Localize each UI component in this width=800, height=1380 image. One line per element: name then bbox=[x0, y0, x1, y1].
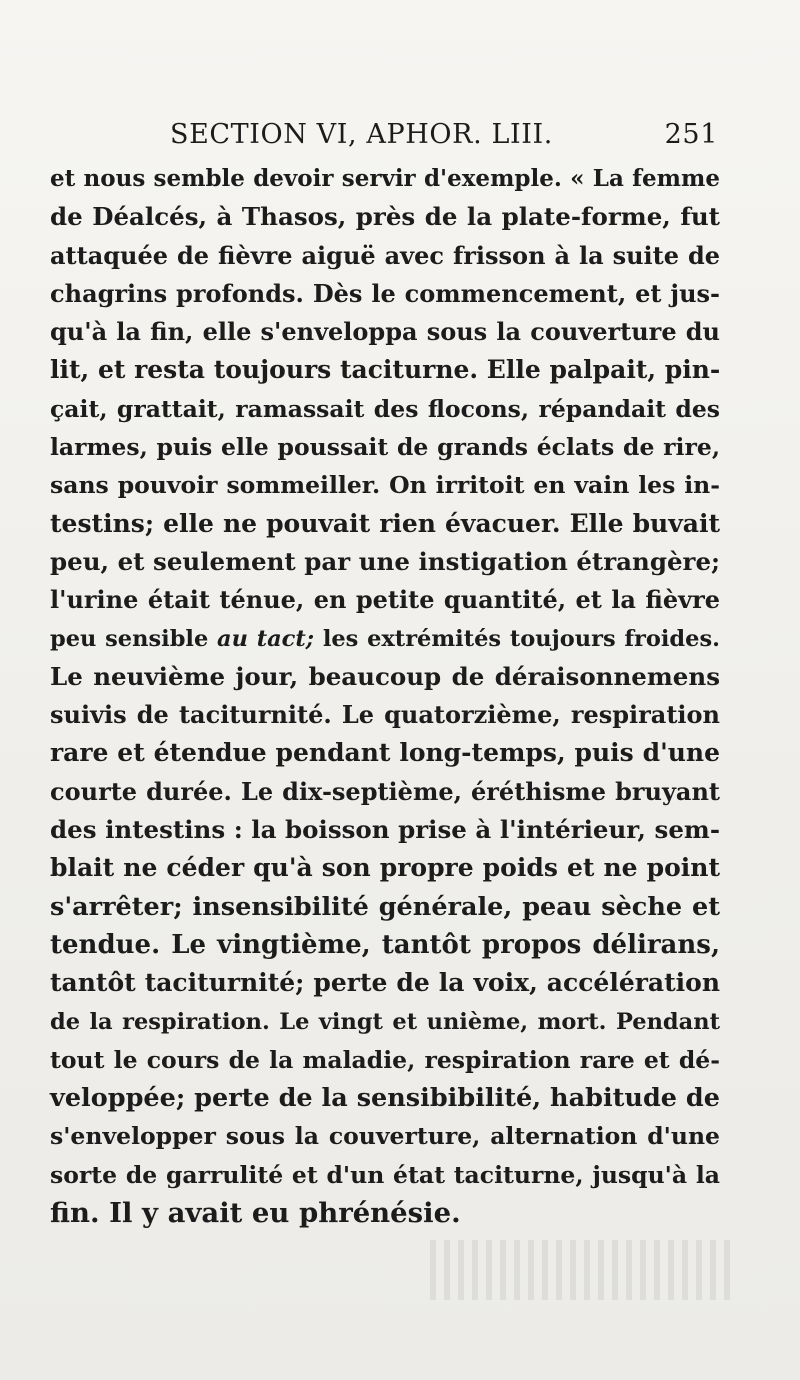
text-line-11: peu, et seulement par une instigation étrangère; bbox=[50, 546, 721, 576]
text-line-5: qu'à la fin, elle s'enveloppa sous la couverture du bbox=[50, 317, 720, 347]
text-line-16: rare et étendue pendant long-temps, puis d'une bbox=[50, 738, 720, 768]
text-line-13 bbox=[50, 620, 720, 658]
text-line-27: sorte de garrulité et d'un état taciturne, jusqu'à la bbox=[50, 1160, 720, 1189]
italic-phrase: au tact; bbox=[217, 625, 315, 652]
text-line-21: tendue. Le vingtième, tantôt propos délirans, bbox=[50, 929, 720, 960]
text-line-18: des intestins : la boisson prise à l'intérieur, sem- bbox=[50, 815, 720, 845]
text-line-26: s'envelopper sous la couverture, alternation d'une bbox=[50, 1122, 720, 1151]
text-line-3: attaquée de fièvre aiguë avec frisson à la suite de bbox=[50, 240, 720, 270]
text-line-19: blait ne céder qu'à son propre poids et ne point bbox=[50, 853, 720, 883]
text-line-6: lit, et resta toujours taciturne. Elle palpait, pin- bbox=[50, 355, 721, 385]
text-line-10: testins; elle ne pouvait rien évacuer. Elle buvait bbox=[50, 508, 720, 538]
text-line-8: larmes, puis elle poussait de grands éclats de rire, bbox=[50, 433, 720, 462]
page-number: 251 bbox=[664, 118, 718, 150]
text-segment: peu sensible bbox=[50, 625, 209, 652]
text-line-28: fin. Il y avait eu phrénésie. bbox=[50, 1197, 461, 1230]
running-header bbox=[170, 114, 718, 154]
text-segment: les extrémités toujours froides. bbox=[322, 625, 720, 652]
text-line-15: suivis de taciturnité. Le quatorzième, respiration bbox=[50, 700, 720, 730]
text-line-25: veloppée; perte de la sensibibilité, habitude de bbox=[50, 1083, 720, 1114]
text-line-17: courte durée. Le dix-septième, éréthisme bruyant bbox=[50, 776, 720, 806]
text-line-2: de Déalcés, à Thasos, près de la plate-forme, fut bbox=[50, 202, 720, 232]
text-line-23: de la respiration. Le vingt et unième, mort. Pendant bbox=[50, 1008, 720, 1035]
text-line-7: çait, grattait, ramassait des flocons, répandait des bbox=[50, 394, 720, 423]
text-line-9: sans pouvoir sommeiller. On irritoit en vain les in- bbox=[50, 471, 720, 500]
show-through-ink bbox=[430, 1240, 730, 1300]
text-line-1: et nous semble devoir servir d'exemple. « La femme bbox=[50, 165, 720, 192]
body-text bbox=[50, 160, 720, 1232]
text-line-12: l'urine était ténue, en petite quantité, et la fièvre bbox=[50, 585, 720, 615]
section-title: SECTION VI, APHOR. LIII. bbox=[170, 118, 553, 150]
text-line-14: Le neuvième jour, beaucoup de déraisonnemens bbox=[50, 661, 720, 691]
text-line-22: tantôt taciturnité; perte de la voix, accélération bbox=[50, 968, 720, 998]
text-line-4: chagrins profonds. Dès le commencement, et jus- bbox=[50, 278, 720, 308]
text-line-24: tout le cours de la maladie, respiration rare et dé- bbox=[50, 1045, 720, 1074]
text-line-20: s'arrêter; insensibilité générale, peau sèche et bbox=[50, 891, 720, 922]
